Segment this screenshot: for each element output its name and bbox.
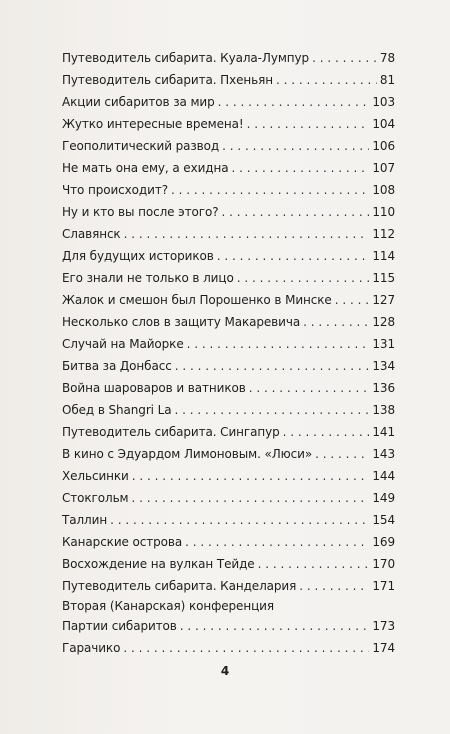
toc-entry xyxy=(62,443,395,465)
table-of-contents xyxy=(62,47,395,659)
toc-entry-page: 170 xyxy=(372,557,395,571)
toc-entry-multiline xyxy=(62,597,395,637)
toc-entry xyxy=(62,553,395,575)
dot-leader xyxy=(222,201,370,223)
toc-entry xyxy=(62,355,395,377)
dot-leader xyxy=(185,531,369,553)
dot-leader xyxy=(110,509,369,531)
dot-leader xyxy=(171,179,369,201)
toc-entry-title: Путеводитель сибарита. Пхеньян xyxy=(62,73,273,87)
dot-leader xyxy=(132,487,370,509)
toc-entry-page: 81 xyxy=(379,73,395,87)
dot-leader xyxy=(218,91,370,113)
toc-entry-title-line2-row xyxy=(62,615,395,637)
toc-entry-page: 144 xyxy=(372,469,395,483)
toc-entry-title: Жутко интересные времена! xyxy=(62,117,244,131)
toc-entry-page: 131 xyxy=(372,337,395,351)
toc-entry xyxy=(62,47,395,69)
dot-leader xyxy=(276,69,377,91)
dot-leader xyxy=(249,377,370,399)
toc-entry-page: 108 xyxy=(372,183,395,197)
dot-leader xyxy=(123,637,369,659)
toc-entry-page: 127 xyxy=(372,293,395,307)
toc-entry-title-line2: Партии сибаритов xyxy=(62,619,177,633)
dot-leader xyxy=(222,135,369,157)
toc-entry-title: Обед в Shangri La xyxy=(62,403,172,417)
toc-entry-page: 136 xyxy=(372,381,395,395)
toc-entry xyxy=(62,91,395,113)
toc-entry-page: 114 xyxy=(372,249,395,263)
toc-entry xyxy=(62,399,395,421)
toc-entry xyxy=(62,311,395,333)
toc-entry-page: 173 xyxy=(372,619,395,633)
page-number: 4 xyxy=(220,664,230,678)
toc-entry xyxy=(62,333,395,355)
dot-leader xyxy=(258,553,370,575)
toc-entry xyxy=(62,377,395,399)
toc-entry xyxy=(62,637,395,659)
dot-leader xyxy=(132,465,370,487)
toc-entry xyxy=(62,289,395,311)
toc-entry-title: Путеводитель сибарита. Куала-Лумпур xyxy=(62,51,310,65)
toc-entry-title: Случай на Майорке xyxy=(62,337,184,351)
dot-leader xyxy=(315,443,369,465)
toc-entry-page: 107 xyxy=(372,161,395,175)
toc-entry-page: 110 xyxy=(372,205,395,219)
toc-entry-title: Славянск xyxy=(62,227,121,241)
toc-entry xyxy=(62,509,395,531)
toc-entry-page: 143 xyxy=(372,447,395,461)
toc-entry-title: Канарские острова xyxy=(62,535,183,549)
toc-entry-title: Несколько слов в защиту Макаревича xyxy=(62,315,301,329)
toc-entry-title: Битва за Донбасс xyxy=(62,359,172,373)
dot-leader xyxy=(174,399,369,421)
toc-entry-title: Не мать она ему, а ехидна xyxy=(62,161,229,175)
toc-entry-page: 149 xyxy=(372,491,395,505)
toc-entry-page: 171 xyxy=(372,579,395,593)
toc-entry-page: 138 xyxy=(372,403,395,417)
dot-leader xyxy=(237,267,370,289)
toc-entry-title: Восхождение на вулкан Тейде xyxy=(62,557,255,571)
dot-leader xyxy=(283,421,370,443)
toc-entry-page: 169 xyxy=(372,535,395,549)
toc-entry xyxy=(62,575,395,597)
toc-entry-page: 128 xyxy=(372,315,395,329)
dot-leader xyxy=(303,311,369,333)
toc-entry xyxy=(62,531,395,553)
toc-entry xyxy=(62,223,395,245)
toc-entry xyxy=(62,69,395,91)
toc-entry-page: 103 xyxy=(372,95,395,109)
toc-entry-page: 78 xyxy=(379,51,395,65)
toc-entry-title: Хельсинки xyxy=(62,469,129,483)
toc-entry xyxy=(62,487,395,509)
toc-entry xyxy=(62,179,395,201)
toc-entry-title: Акции сибаритов за мир xyxy=(62,95,215,109)
dot-leader xyxy=(175,355,370,377)
toc-entry-page: 174 xyxy=(372,641,395,655)
dot-leader xyxy=(217,245,370,267)
toc-entry-title: Гарачико xyxy=(62,641,121,655)
toc-entry-title: Что происходит? xyxy=(62,183,168,197)
toc-entry xyxy=(62,157,395,179)
toc-entry xyxy=(62,465,395,487)
toc-entry xyxy=(62,135,395,157)
dot-leader xyxy=(312,47,377,69)
toc-entry-title: Стокгольм xyxy=(62,491,129,505)
toc-entry xyxy=(62,245,395,267)
toc-entry-title: Путеводитель сибарита. Канделария xyxy=(62,579,297,593)
dot-leader xyxy=(124,223,370,245)
toc-entry-title: Ну и кто вы после этого? xyxy=(62,205,219,219)
toc-entry xyxy=(62,267,395,289)
toc-entry-page: 134 xyxy=(372,359,395,373)
toc-entry-title: Жалок и смешон был Порошенко в Минске xyxy=(62,293,332,307)
toc-entry-title-line1: Вторая (Канарская) конференция xyxy=(62,599,274,613)
toc-entry-page: 115 xyxy=(372,271,395,285)
toc-entry-title: Для будущих историков xyxy=(62,249,214,263)
toc-entry-page: 106 xyxy=(372,139,395,153)
toc-entry-page: 112 xyxy=(372,227,395,241)
toc-entry-page: 154 xyxy=(372,513,395,527)
toc-entry xyxy=(62,421,395,443)
toc-entry-title: Путеводитель сибарита. Сингапур xyxy=(62,425,280,439)
dot-leader xyxy=(231,157,369,179)
dot-leader xyxy=(335,289,370,311)
dot-leader xyxy=(247,113,370,135)
toc-entry-title: Его знали не только в лицо xyxy=(62,271,234,285)
dot-leader xyxy=(299,575,369,597)
toc-entry-title: Таллин xyxy=(62,513,108,527)
toc-entry-title: Геополитический развод xyxy=(62,139,220,153)
toc-entry-page: 141 xyxy=(372,425,395,439)
toc-entry-title: Война шароваров и ватников xyxy=(62,381,246,395)
dot-leader xyxy=(187,333,370,355)
toc-entry xyxy=(62,201,395,223)
toc-entry-title: В кино с Эдуардом Лимоновым. «Люси» xyxy=(62,447,313,461)
toc-entry xyxy=(62,113,395,135)
dot-leader xyxy=(180,615,370,637)
toc-entry-page: 104 xyxy=(372,117,395,131)
